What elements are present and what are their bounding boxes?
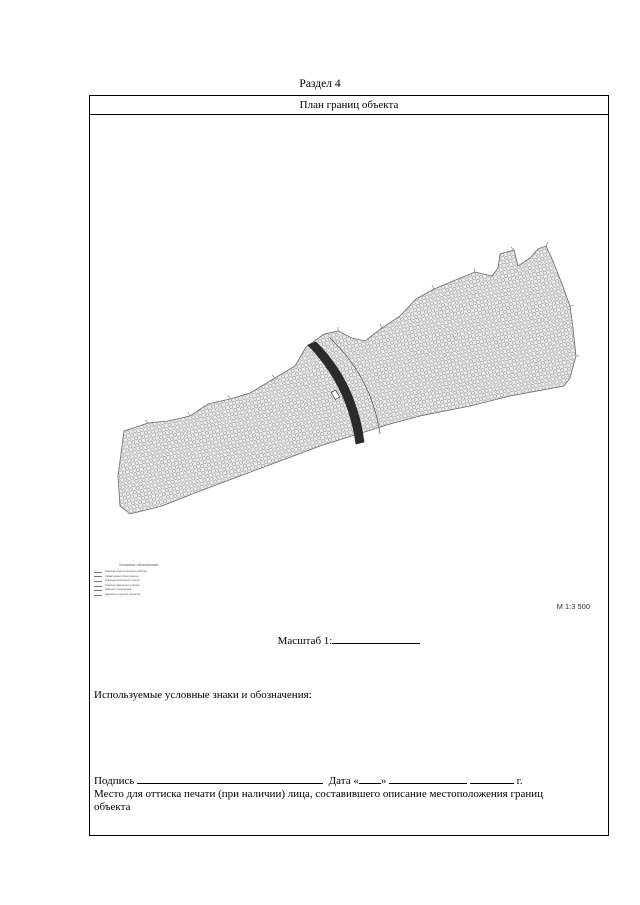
map-legend [94,563,394,598]
legend-item: Здания и сооружения [94,588,394,593]
legend-line-symbol [94,572,102,573]
date-day-blank [359,773,381,784]
date-month-blank [389,773,467,784]
legend-title: Условные обозначения [119,563,158,567]
legend-item: Граница населенного пункта [94,579,394,584]
plan-frame [89,95,609,836]
scale-field [90,633,608,647]
section-title: Раздел 4 [299,78,341,90]
boundary-map [90,116,608,646]
legend-line-symbol [94,576,102,577]
date-year-blank [470,773,514,784]
land-parcel [118,246,576,514]
scale-input-blank [332,633,420,644]
signature-row [94,773,523,787]
date-label: Дата « [328,775,359,787]
legend-item: Надписи и подписи объектов [94,593,394,598]
legend-line-symbol [94,595,102,596]
legend-line-symbol [94,581,102,582]
stamp-note: Место для оттиска печати (при наличии) лица, составившего описание местоположения границ объекта [94,788,544,813]
legend-line-symbol [94,586,102,587]
legend-item: Граница земельного участка [94,584,394,589]
signature-blank [137,773,323,784]
legend-item: Граница объекта землеустройства [94,570,394,575]
signature-label: Подпись [94,775,135,787]
legend-item: Характерная точка границы [94,575,394,580]
map-scale-label: М 1:3 500 [556,602,590,611]
year-suffix: г. [516,775,523,787]
legend-caption: Используемые условные знаки и обозначения: [94,689,312,701]
date-close: » [380,775,387,787]
plan-header: План границ объекта [90,96,608,115]
legend-line-symbol [94,590,102,591]
scale-label: Масштаб 1: [277,635,333,647]
